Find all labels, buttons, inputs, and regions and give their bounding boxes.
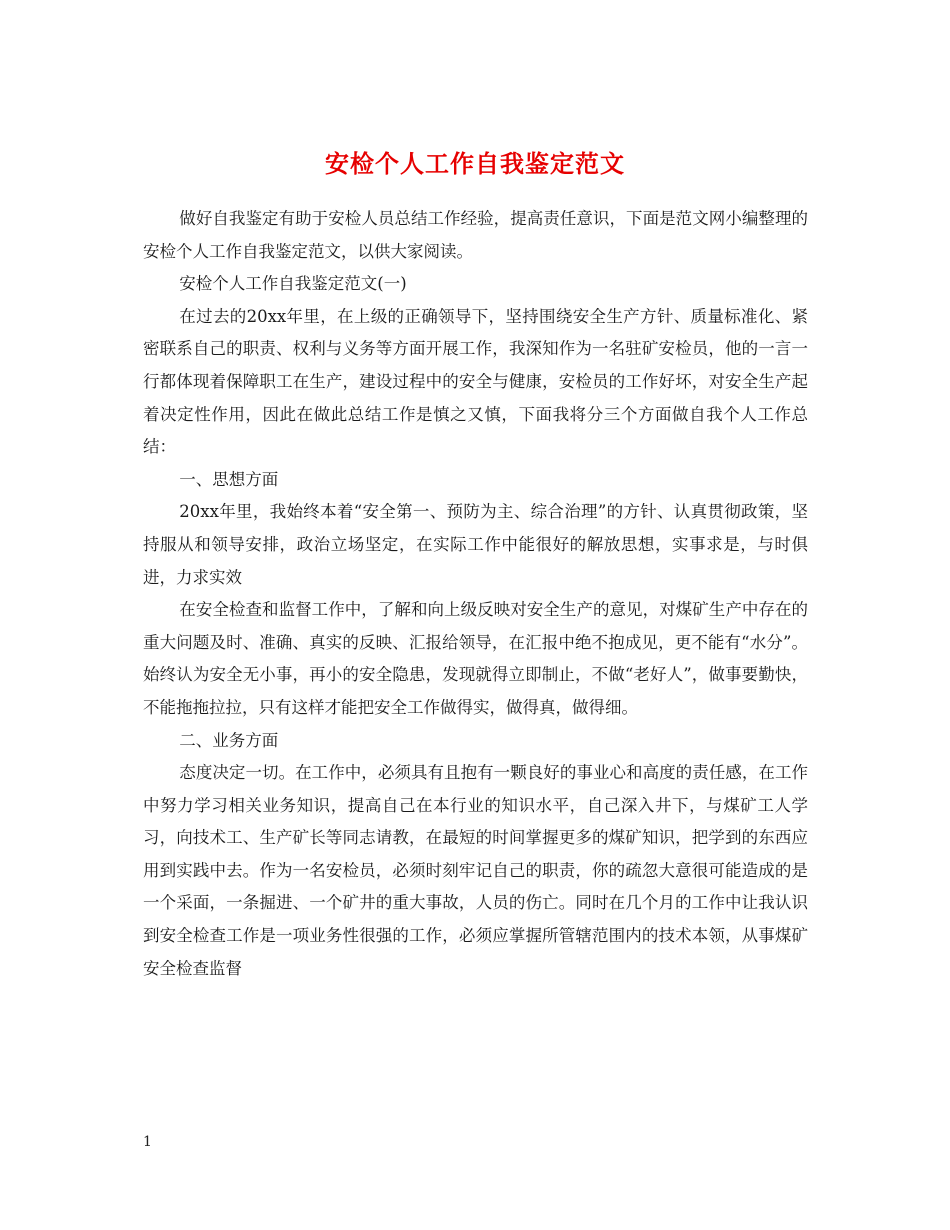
paragraph-intro: 做好自我鉴定有助于安检人员总结工作经验，提高责任意识，下面是范文网小编整理的安检个人工作自我鉴定范文，以供大家阅读。: [143, 209, 808, 261]
paragraph: 在过去的20xx年里，在上级的正确领导下，坚持围绕安全生产方针、质量标准化、紧密联系自己的职责、权利与义务等方面开展工作，我深知作为一名驻矿安检员，他的一言一行都体现着保障职工在生产，建设过程中的安全与健康，安检员的工作好坏，对安全生产起着决定性作用，因此在做此总结工作是慎之又慎，下面我将分三个方面做自我个人工作总结：: [143, 306, 808, 457]
paragraph: 态度决定一切。在工作中，必须具有且抱有一颗良好的事业心和高度的责任感，在工作中努力学习相关业务知识，提高自己在本行业的知识水平，自己深入井下，与煤矿工人学习，向技术工、生产矿长等同志请教，在最短的时间掌握更多的煤矿知识，把学到的东西应用到实践中去。作为一名安检员，必须时刻牢记自己的职责，你的疏忽大意很可能造成的是一个采面，一条掘进、一个矿井的重大事故，人员的伤亡。同时在几个月的工作中让我认识到安全检查工作是一项业务性很强的工作，必须应掌握所管辖范围内的技术本领，从事煤矿安全检查监督: [143, 763, 808, 978]
paragraph-heading-thought: 一、思想方面: [179, 469, 279, 489]
paragraph-section-heading: 安检个人工作自我鉴定范文(一): [179, 274, 407, 294]
paragraph-heading-business: 二、业务方面: [179, 730, 279, 750]
paragraph: 在安全检查和监督工作中，了解和向上级反映对安全生产的意见，对煤矿生产中存在的重大问题及时、准确、真实的反映、汇报给领导，在汇报中绝不抱成见，更不能有“水分”。始终认为安全无小事，再小的安全隐患，发现就得立即制止，不做“老好人”，做事要勤快，不能拖拖拉拉，只有这样才能把安全工作做得实，做得真，做得细。: [143, 600, 808, 717]
page-number: 1: [143, 1134, 152, 1150]
document-title: 安检个人工作自我鉴定范文: [325, 149, 625, 179]
document-body: [143, 203, 808, 985]
paragraph: 20xx年里，我始终本着“安全第一、预防为主、综合治理”的方针、认真贯彻政策，坚持服从和领导安排，政治立场坚定，在实际工作中能很好的解放思想，实事求是，与时俱进，力求实效: [143, 502, 808, 587]
